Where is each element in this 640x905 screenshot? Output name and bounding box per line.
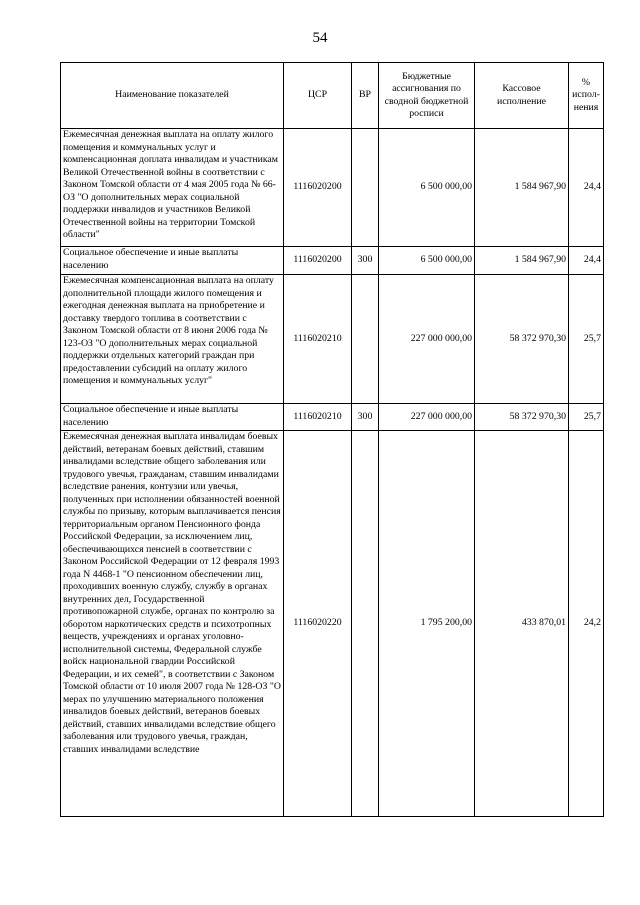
header-percent: % испол-нения — [569, 63, 604, 129]
header-cash: Кассовое исполнение — [475, 63, 569, 129]
row-name: Социальное обеспечение и иные выплаты населению — [63, 404, 239, 428]
row-cash: 58 372 970,30 — [475, 404, 569, 431]
row-percent: 24,2 — [569, 431, 604, 817]
row-name: Ежемесячная денежная выплата инвалидам боевых действий, ветеранам боевых действий, ставшим инвалидами вследствие общего заболевания или трудового увечья, гражданам, ставшим инвалидами вследствие ранения, контузии или увечья, полученных при исполнении обязанностей военной службы по призыву, которым выплачивается пенсия территориальным органом Пенсионного фонда Российской Федерации, за исключением лиц, обеспечивающихся пенсией в соответствии с Законом Российской Федерации от 12 февраля 1993 года N 4468-1 "О пенсионном обеспечении лиц, проходивших военную службу, службу в органах внутренних дел, Государственной противопожарной службе, органах по контролю за оборотом наркотических средств и психотропных веществ, учреждениях и органах уголовно-исполнительной системы, Федеральной службе войск национальной гвардии Российской Федерации, и их семей", в соответствии с Законом Томской области от 10 июля 2007 года № 128-ОЗ "О мерах по улучшению материального положения инвалидов боевых действий, ветеранов боевых действий, ставших инвалидами вследствие общего заболевания или трудового увечья, граждан, ставших инвалидами вследствие — [63, 431, 281, 755]
row-percent: 24,4 — [569, 247, 604, 275]
row-cash: 58 372 970,30 — [475, 275, 569, 404]
row-percent: 25,7 — [569, 404, 604, 431]
row-budget: 227 000 000,00 — [379, 404, 475, 431]
row-vr: 300 — [352, 247, 379, 275]
row-name: Социальное обеспечение и иные выплаты населению — [63, 247, 239, 271]
header-csr: ЦСР — [284, 63, 352, 129]
row-budget: 6 500 000,00 — [379, 129, 475, 247]
row-csr: 1116020210 — [284, 275, 352, 404]
budget-table — [60, 62, 604, 817]
page-number: 54 — [312, 30, 328, 46]
row-vr: 300 — [352, 404, 379, 431]
row-budget: 227 000 000,00 — [379, 275, 475, 404]
header-budget: Бюджетные ассигнования по сводной бюджетной росписи — [379, 63, 475, 129]
row-name: Ежемесячная денежная выплата на оплату жилого помещения и коммунальных услуг и компенсационная доплата инвалидам и участникам Великой Отечественной войны в соответствии с Законом Томской области от 4 мая 2005 года № 66-ОЗ "О дополнительных мерах социальной поддержки инвалидов и участников Великой Отечественной войны на территории Томской области" — [63, 129, 278, 240]
row-vr — [352, 275, 379, 404]
row-vr — [352, 431, 379, 817]
header-vr: ВР — [352, 63, 379, 129]
table-row — [61, 275, 604, 404]
table-row — [61, 431, 604, 817]
header-name: Наименование показателей — [61, 63, 284, 129]
table-row — [61, 247, 604, 275]
row-name: Ежемесячная компенсационная выплата на оплату дополнительной площади жилого помещения и ежегодная денежная выплата на приобретение и доставку твердого топлива в соответствии с Законом Томской области от 8 июня 2006 года № 123-ОЗ "О дополнительных мерах социальной поддержки отдельных категорий граждан при предоставлении субсидий на оплату жилого помещения и коммунальных услуг" — [63, 275, 274, 386]
row-csr: 1116020200 — [284, 247, 352, 275]
table-header-row — [61, 63, 604, 129]
row-budget: 1 795 200,00 — [379, 431, 475, 817]
row-csr: 1116020200 — [284, 129, 352, 247]
row-percent: 25,7 — [569, 275, 604, 404]
row-percent: 24,4 — [569, 129, 604, 247]
row-cash: 1 584 967,90 — [475, 247, 569, 275]
row-csr: 1116020220 — [284, 431, 352, 817]
row-cash: 433 870,01 — [475, 431, 569, 817]
row-csr: 1116020210 — [284, 404, 352, 431]
row-cash: 1 584 967,90 — [475, 129, 569, 247]
row-vr — [352, 129, 379, 247]
table-row — [61, 129, 604, 247]
table-row — [61, 404, 604, 431]
row-budget: 6 500 000,00 — [379, 247, 475, 275]
